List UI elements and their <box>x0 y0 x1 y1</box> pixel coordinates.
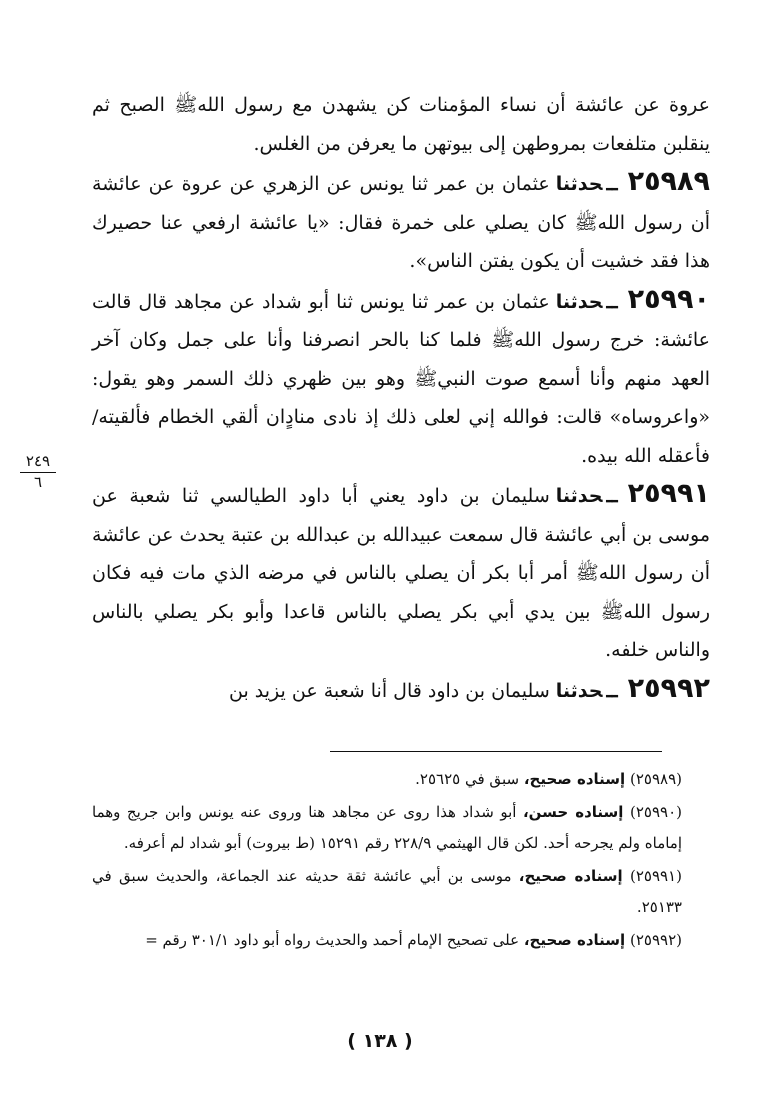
footnote <box>92 861 682 923</box>
footnote-ref: (٢٥٩٩٢) <box>629 931 682 949</box>
hadith-number: ٢٥٩٩٢ <box>627 672 710 704</box>
hadith-dash: ــ <box>606 290 618 313</box>
footnote-text: سبق في ٢٥٦٢٥. <box>415 770 520 788</box>
footnote <box>92 797 682 859</box>
hadith-number: ٢٥٩٨٩ <box>627 166 710 197</box>
hadith-text: عثمان بن عمر ثنا يونس عن الزهري عن عروة عن عائشة أن رسول اللهﷺ كان يصلي على خمرة فقال: «يا عائشة ارفعي عنا حصيرك هذا فقد خشيت أن يكون يفتن الناس». <box>92 173 710 272</box>
footnote-divider <box>330 751 662 752</box>
margin-reference <box>20 452 56 491</box>
footnote-text: على تصحيح الإمام أحمد والحديث رواه أبو داود ٣٠١/١ رقم = <box>145 931 520 949</box>
footnote-grade: إسناده صحيح، <box>523 931 626 949</box>
hadith-number: ٢٥٩٩٠ <box>627 283 710 315</box>
footnote <box>92 764 682 795</box>
footnote-grade: إسناده صحيح، <box>523 770 626 788</box>
hadith-dash: ــ <box>606 485 618 507</box>
main-text <box>92 86 710 710</box>
footnote-text: موسى بن أبي عائشة ثقة حديثه عند الجماعة، والحديث سبق في ٢٥١٣٣. <box>92 867 682 916</box>
footnote-ref: (٢٥٩٩١) <box>629 867 682 885</box>
hadith-dash: ــ <box>606 679 618 702</box>
margin-ref-volume: ٢٤٩ <box>20 452 56 473</box>
hadith-lead: حدثنا <box>555 173 603 195</box>
hadith-25990 <box>92 281 710 476</box>
footnote-text: أبو شداد هذا روى عن مجاهد هنا وروى عنه يونس وابن جريج وهما إماماه ولم يجرحه أحد. لكن قال الهيثمي ٢٢٨/٩ رقم ١٥٢٩١ (ط بيروت) أبو شداد لم أعرفه. <box>92 803 682 852</box>
margin-ref-page: ٦ <box>33 473 43 491</box>
hadith-lead: حدثنا <box>555 679 603 702</box>
hadith-25991 <box>92 475 710 670</box>
hadith-25989 <box>92 163 710 281</box>
intro-paragraph: عروة عن عائشة أن نساء المؤمنات كن يشهدن مع رسول اللهﷺ الصبح ثم ينقلبن متلفعات بمروطهن إلى بيوتهن ما يعرفن من الغلس. <box>92 94 710 155</box>
hadith-lead: حدثنا <box>555 485 603 507</box>
footnote-grade: إسناده صحيح، <box>518 867 623 885</box>
page-number: ( ١٣٨ ) <box>347 1030 413 1052</box>
hadith-text: عثمان بن عمر ثنا يونس ثنا أبو شداد عن مجاهد قال قالت عائشة: خرج رسول اللهﷺ فلما كنا بالحر انصرفنا وأنا على جمل وكان آخر العهد منهم وأنا أسمع صوت النبيﷺ وهو بين ظهري ذلك السمر وهو يقول: «واعروساه» قالت: فوالله إني لعلى ذلك إذ نادى منادٍان ألقي الخطام فألقيته/ فأعقله الله بيده. <box>92 290 710 467</box>
footnote-grade: إسناده حسن، <box>522 803 624 821</box>
hadith-text: سليمان بن داود قال أنا شعبة عن يزيد بن <box>229 679 550 702</box>
hadith-dash: ــ <box>606 173 618 195</box>
hadith-text: سليمان بن داود يعني أبا داود الطيالسي ثنا شعبة عن موسى بن أبي عائشة قال سمعت عبيدالله بن عبدالله بن عتبة يحدث عن عائشة أن رسول اللهﷺ أمر أبا بكر أن يصلي بالناس في مرضه الذي مات فيه فكان رسول اللهﷺ بين يدي أبي بكر يصلي بالناس قاعدا وأبو بكر يصلي بالناس والناس خلفه. <box>92 485 710 661</box>
footnote-ref: (٢٥٩٩٠) <box>629 803 682 821</box>
footnotes <box>92 764 682 958</box>
footnote-ref: (٢٥٩٨٩) <box>629 770 682 788</box>
footnote <box>92 925 682 956</box>
hadith-25992 <box>92 670 710 711</box>
hadith-number: ٢٥٩٩١ <box>627 478 710 509</box>
hadith-lead: حدثنا <box>555 290 603 313</box>
